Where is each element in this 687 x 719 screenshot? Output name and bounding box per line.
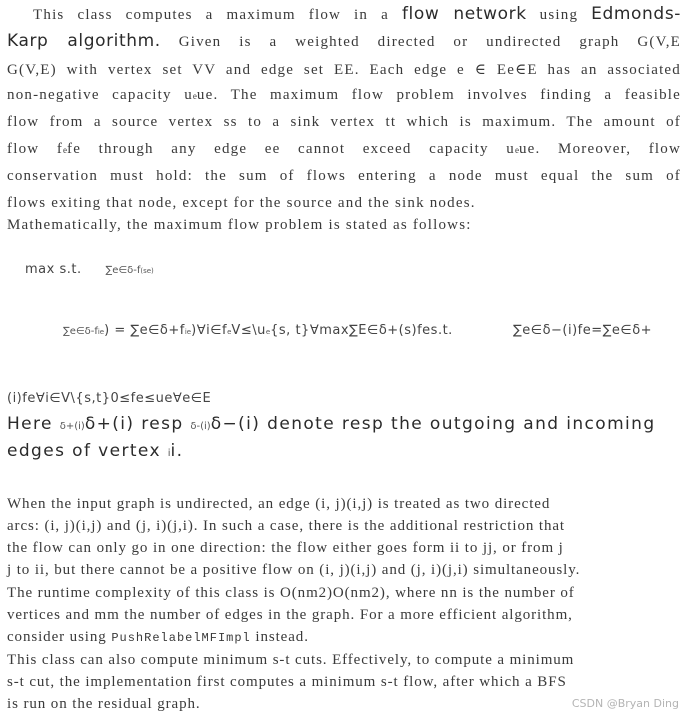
math-subscript: ie: [97, 328, 105, 336]
para2-line4: j to ii, but there cannot be a positive flow on (i, j)(i,j) and (j, i)(j,i) simultaneously.: [7, 562, 581, 578]
text: This class computes a maximum flow in a: [33, 7, 402, 23]
math-subscript: e: [265, 328, 271, 336]
para1-line3: G(V,E) with vertex set VV and edge set EE. Each edge e ∈ Ee∈E has an associated: [7, 62, 681, 78]
text: ue. Moreover, flow: [518, 141, 681, 157]
text: using: [526, 7, 592, 23]
para1-line5: flow from a source vertex ss to a sink vertex tt which is maximum. The amount of: [7, 114, 681, 130]
math-line3: [7, 390, 211, 407]
here-line1: [7, 414, 656, 434]
para2-line5: The runtime complexity of this class is O(nm2)O(nm2), where nn is the number of: [7, 585, 575, 601]
math-equals: ) = ∑e∈δ+f: [104, 323, 185, 338]
text: Here: [7, 414, 60, 434]
math-constraints: (i)fe∀i∈V\{s,t}0≤fe≤ue∀e∈E: [7, 391, 212, 406]
math-conservation: ∑e∈δ−(i)fe=∑e∈δ+: [513, 323, 653, 338]
para1-line4: [7, 87, 681, 104]
math-subscript: ie: [184, 328, 192, 336]
edmonds-karp-link-part2[interactable]: Karp algorithm.: [7, 31, 161, 51]
math-line2: [63, 322, 453, 339]
text: fe through any edge ee cannot exceed capacity u: [67, 141, 515, 157]
text: ue. The maximum flow problem involves finding a feasible: [196, 87, 681, 103]
math-delta-minus: δ-(i): [190, 421, 211, 432]
math-sum-in: ∑e∈δ-f: [63, 326, 98, 337]
math-subscript: (se): [140, 267, 154, 275]
flow-network-link[interactable]: flow network: [401, 4, 527, 24]
text: flow f: [7, 141, 64, 157]
math-subscript: e: [227, 328, 232, 336]
subscript: e: [192, 91, 197, 101]
text: Given is a weighted directed or undirected graph G(V,E: [160, 34, 682, 50]
math-max-st: max s.t.: [25, 262, 82, 277]
math-i: i: [167, 448, 171, 459]
para2-line2: arcs: (i, j)(i,j) and (j, i)(j,i). In such a case, there is the additional restriction that: [7, 518, 565, 534]
text: non-negative capacity u: [7, 87, 193, 103]
para1-line2: [7, 31, 681, 51]
text: i.: [170, 441, 184, 461]
para1-line1: [33, 4, 681, 24]
para1-line7: conservation must hold: the sum of flows entering a node must equal the sum of: [7, 168, 681, 184]
here-line2: [7, 441, 183, 461]
text: instead.: [250, 629, 309, 645]
math-line1: [25, 261, 154, 278]
math-sum: ∑e∈δ-f: [105, 265, 141, 276]
text: δ−(i) denote resp the outgoing and incoming: [210, 414, 656, 434]
code-push-relabel: PushRelabelMFImpl: [111, 631, 251, 645]
para2-line7: [7, 629, 309, 646]
para1-line9: Mathematically, the maximum flow problem is stated as follows:: [7, 217, 472, 233]
text: δ+(i) resp: [84, 414, 191, 434]
edmonds-karp-link-part1[interactable]: Edmonds-: [591, 4, 682, 24]
math-forall: )∀i∈f: [191, 323, 228, 338]
text: consider using: [7, 629, 112, 645]
text: edges of vertex: [7, 441, 168, 461]
subscript: e: [63, 145, 68, 155]
para2-line3: the flow can only go in one direction: the flow either goes form ii to jj, or from j: [7, 540, 564, 556]
para2-line9: s-t cut, the implementation first computes a minimum s-t flow, after which a BFS: [7, 674, 567, 690]
math-le: V≤\u: [231, 323, 266, 338]
para2-line6: vertices and mm the number of edges in the graph. For a more efficient algorithm,: [7, 607, 573, 623]
para2-line10: is run on the residual graph.: [7, 696, 201, 712]
subscript: e: [514, 145, 519, 155]
math-delta-plus: δ+(i): [59, 421, 85, 432]
para2-line8: This class can also compute minimum s-t cuts. Effectively, to compute a minimum: [7, 652, 575, 668]
para1-line6: [7, 141, 681, 158]
para1-line8: flows exiting that node, except for the source and the sink nodes.: [7, 195, 476, 211]
para2-line1: When the input graph is undirected, an edge (i, j)(i,j) is treated as two directed: [7, 496, 551, 512]
math-line2-right: [513, 322, 652, 339]
math-overlap: {s, t}∀max∑E∈δ+(s)fes.t.: [270, 323, 453, 338]
csdn-watermark: CSDN @Bryan Ding: [571, 697, 679, 710]
